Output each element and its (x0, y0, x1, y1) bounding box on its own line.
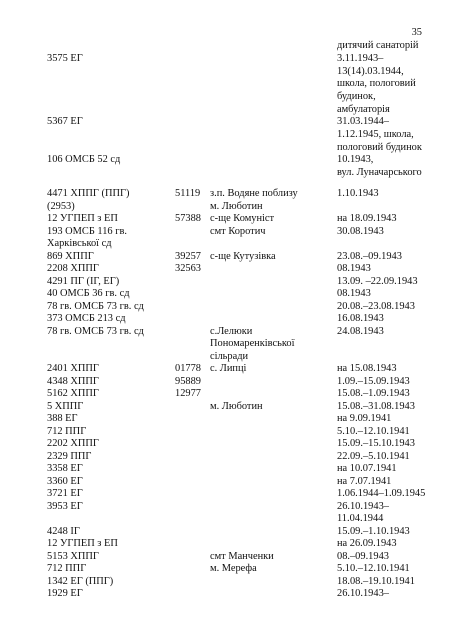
text-line: 26.10.1943– (337, 501, 389, 512)
text-line: 15.09.–15.10.1943 (337, 438, 415, 449)
page-number: 35 (411, 27, 422, 38)
text-line: 3953 ЕГ (47, 501, 83, 512)
text-line: 1929 ЕГ (47, 588, 83, 599)
text-line: 01778 (175, 363, 201, 374)
text-line: 1.10.1943 (337, 188, 379, 199)
text-line: 869 ХППГ (47, 251, 94, 262)
text-line: 32563 (175, 263, 201, 274)
text-line: 51119 (175, 188, 201, 199)
text-line: с-ще Комуніст (210, 213, 275, 224)
text-line: будинок, (337, 91, 376, 102)
text-line: 2401 ХППГ (47, 363, 99, 374)
text-line: амбулаторія (337, 104, 390, 115)
text-line: 40 ОМСБ 36 гв. сд (47, 288, 130, 299)
text-line: 1.09.–15.09.1943 (337, 376, 410, 387)
text-line: 5153 ХППГ (47, 551, 99, 562)
text-line: 18.08.–19.10.1941 (337, 576, 415, 587)
text-line: на 7.07.1941 (337, 476, 392, 487)
text-line: 1.06.1944–1.09.1945 (337, 488, 426, 499)
text-line: 08.–09.1943 (337, 551, 389, 562)
text-line: м. Мерефа (210, 563, 257, 574)
text-line: 10.1943, (337, 154, 374, 165)
text-line: на 18.09.1943 (337, 213, 397, 224)
text-line: на 26.09.1943 (337, 538, 397, 549)
text-line: 373 ОМСБ 213 сд (47, 313, 126, 324)
text-line: (2953) (47, 201, 75, 212)
text-line: 5162 ХППГ (47, 388, 99, 399)
text-line: 78 гв. ОМСБ 73 гв. сд (47, 301, 144, 312)
text-line: 13(14).03.1944, (337, 66, 404, 77)
text-line: смт Манченки (210, 551, 274, 562)
text-line: 5 ХППГ (47, 401, 84, 412)
text-line: на 9.09.1941 (337, 413, 392, 424)
text-line: на 10.07.1941 (337, 463, 397, 474)
text-line: 31.03.1944– (337, 116, 389, 127)
text-line: 30.08.1943 (337, 226, 384, 237)
text-line: с. Липці (210, 363, 247, 374)
text-line: 388 ЕГ (47, 413, 78, 424)
text-line: 4291 ПГ (ІГ, ЕГ) (47, 276, 120, 287)
text-line: м. Люботин (210, 201, 263, 212)
text-line: 4348 ХППГ (47, 376, 99, 387)
text-line: 12 УГПЕП з ЕП (47, 213, 118, 224)
text-line: сільради (210, 351, 249, 362)
text-line: 106 ОМСБ 52 сд (47, 154, 121, 165)
text-line: вул. Луначарського (337, 167, 422, 178)
text-line: 16.08.1943 (337, 313, 384, 324)
text-line: 24.08.1943 (337, 326, 384, 337)
text-line: Харківської сд (47, 238, 112, 249)
text-line: 4471 ХППГ (ППГ) (47, 188, 130, 199)
text-line: 39257 (175, 251, 201, 262)
text-line: 3358 ЕГ (47, 463, 83, 474)
text-line: 15.09.–1.10.1943 (337, 526, 410, 537)
text-line: 3360 ЕГ (47, 476, 83, 487)
text-line: 08.1943 (337, 288, 371, 299)
text-line: 3.11.1943– (337, 53, 384, 64)
text-line: 2202 ХППГ (47, 438, 99, 449)
text-line: 1342 ЕГ (ППГ) (47, 576, 114, 587)
text-line: на 15.08.1943 (337, 363, 397, 374)
text-line: 22.09.–5.10.1941 (337, 451, 410, 462)
text-line: 26.10.1943– (337, 588, 389, 599)
text-line: 13.09. –22.09.1943 (337, 276, 418, 287)
text-line: 15.08.–1.09.1943 (337, 388, 410, 399)
text-line: 5367 ЕГ (47, 116, 83, 127)
text-line: 2329 ППГ (47, 451, 92, 462)
text-line: 23.08.–09.1943 (337, 251, 402, 262)
text-line: 3575 ЕГ (47, 53, 83, 64)
text-line: с-ще Кутузівка (210, 251, 276, 262)
text-line: 712 ППГ (47, 426, 87, 437)
text-line: 08.1943 (337, 263, 371, 274)
text-line: 712 ППГ (47, 563, 87, 574)
text-line: 12977 (175, 388, 201, 399)
text-line: 193 ОМСБ 116 гв. (47, 226, 127, 237)
text-line: 5.10.–12.10.1941 (337, 563, 410, 574)
text-line: пологовий будинок (337, 142, 422, 153)
text-line: 3721 ЕГ (47, 488, 83, 499)
text-line: 95889 (175, 376, 201, 387)
text-line: 20.08.–23.08.1943 (337, 301, 415, 312)
text-line: с.Лелюки (210, 326, 253, 337)
text-line: 4248 ІГ (47, 526, 80, 537)
text-line: дитячий санаторій (337, 40, 419, 51)
text-line: смт Коротич (210, 226, 266, 237)
text-line: Пономаренківської (210, 338, 295, 349)
text-line: 15.08.–31.08.1943 (337, 401, 415, 412)
text-line: 2208 ХППГ (47, 263, 99, 274)
text-line: школа, пологовий (337, 78, 416, 89)
text-line: 12 УГПЕП з ЕП (47, 538, 118, 549)
text-line: 1.12.1945, школа, (337, 129, 414, 140)
text-line: м. Люботин (210, 401, 263, 412)
text-line: 78 гв. ОМСБ 73 гв. сд (47, 326, 144, 337)
text-line: з.п. Водяне поблизу (210, 188, 298, 199)
text-line: 57388 (175, 213, 201, 224)
text-line: 5.10.–12.10.1941 (337, 426, 410, 437)
text-line: 11.04.1944 (337, 513, 384, 524)
